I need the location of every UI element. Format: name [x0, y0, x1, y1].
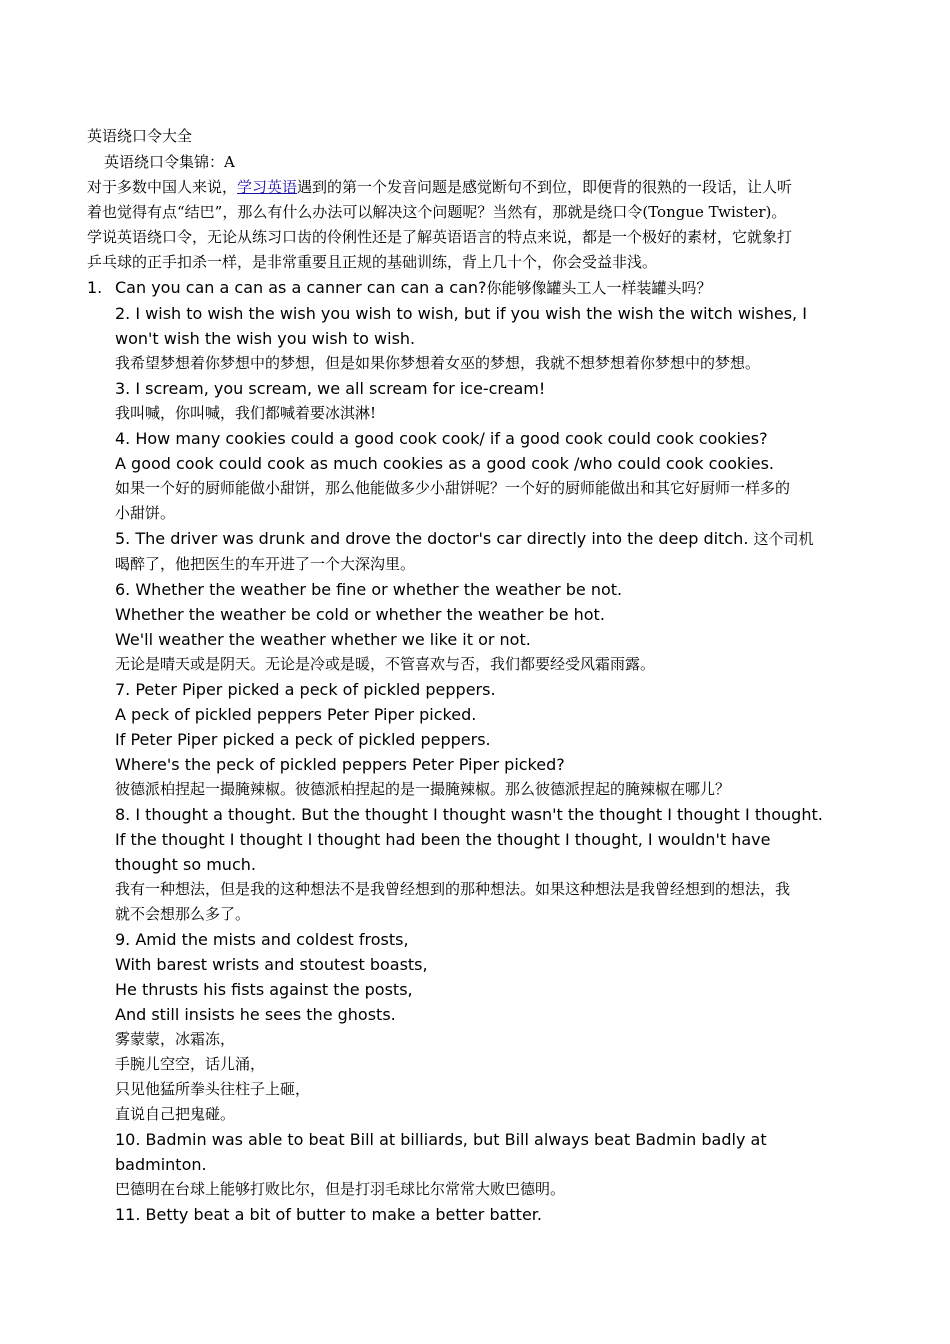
twister-line: If Peter Piper picked a peck of pickled peppers.: [115, 730, 491, 749]
translation-line: 手腕儿空空，话儿涌，: [115, 1055, 266, 1073]
item-english: 5. The driver was drunk and drove the doctor's car directly into the deep ditch.: [115, 529, 754, 548]
translation-line: 就不会想那么多了。: [115, 905, 251, 923]
list-item-translation: 喝醉了，他把医生的车开进了一个大深沟里。: [115, 555, 416, 573]
translation-line: 无论是晴天或是阴天。无论是冷或是暖，不管喜欢与否，我们都要经受风霜雨露。: [115, 655, 656, 673]
twister-line: 10. Badmin was able to beat Bill at billiards, but Bill always beat Badmin badly at: [115, 1130, 767, 1149]
intro-text: 对于多数中国人来说，: [87, 178, 238, 196]
intro-line-3: 学说英语绕口令，无论从练习口齿的伶俐性还是了解英语语言的特点来说，都是一个极好的素材，它就象打: [87, 228, 793, 246]
translation-line: 我叫喊，你叫喊，我们都喊着要冰淇淋!: [115, 404, 377, 422]
twister-line: 7. Peter Piper picked a peck of pickled peppers.: [115, 680, 496, 699]
translation-line: 我希望梦想着你梦想中的梦想，但是如果你梦想着女巫的梦想，我就不想梦想着你梦想中的梦想。: [115, 354, 761, 372]
twister-line: 11. Betty beat a bit of butter to make a better batter.: [115, 1205, 542, 1224]
twister-line: Where's the peck of pickled peppers Peter Piper picked?: [115, 755, 565, 774]
learn-english-link[interactable]: 学习英语: [237, 178, 298, 196]
item-english: Can you can a can as a canner can can a can?: [115, 278, 487, 297]
list-item: [87, 275, 867, 301]
twister-line: Whether the weather be cold or whether the weather be hot.: [115, 605, 605, 624]
translation-line: 彼德派柏捏起一撮腌辣椒。彼德派柏捏起的是一撮腌辣椒。那么彼德派捏起的腌辣椒在哪儿？: [115, 780, 731, 798]
twister-line: He thrusts his fists against the posts,: [115, 980, 413, 999]
item-number: 1.: [87, 278, 103, 297]
twister-line: 3. I scream, you scream, we all scream for ice-cream!: [115, 379, 546, 398]
translation-line: 小甜饼。: [115, 504, 176, 522]
item-chinese: 这个司机: [753, 530, 814, 548]
twister-line: thought so much.: [115, 855, 256, 874]
translation-line: 如果一个好的厨师能做小甜饼，那么他能做多少小甜饼呢？一个好的厨师能做出和其它好厨师一样多的: [115, 479, 791, 497]
twister-line: 2. I wish to wish the wish you wish to wish, but if you wish the wish the witch wishes, I: [115, 304, 807, 323]
item-chinese: 你能够像罐头工人一样装罐头吗？: [486, 279, 712, 297]
subtitle-label: 英语绕口令集锦：A: [104, 153, 235, 171]
twister-line: won't wish the wish you wish to wish.: [115, 329, 416, 348]
translation-line: 直说自己把鬼碰。: [115, 1105, 236, 1123]
twister-line: 4. How many cookies could a good cook cook/ if a good cook could cook cookies?: [115, 429, 768, 448]
intro-line-1: [87, 175, 867, 200]
translation-line: 雾蒙蒙，冰霜冻，: [115, 1030, 236, 1048]
translation-line: 只见他猛所拳头往柱子上砸，: [115, 1080, 311, 1098]
twister-line: We'll weather the weather whether we like it or not.: [115, 630, 531, 649]
translation-line: 我有一种想法，但是我的这种想法不是我曾经想到的那种想法。如果这种想法是我曾经想到的想法，我: [115, 880, 791, 898]
translation-line: 巴德明在台球上能够打败比尔，但是打羽毛球比尔常常大败巴德明。: [115, 1180, 566, 1198]
twister-line: 9. Amid the mists and coldest frosts,: [115, 930, 409, 949]
intro-line-2: 着也觉得有点“结巴”，那么有什么办法可以解决这个问题呢？当然有，那就是绕口令(Tongue Twister)。: [87, 203, 787, 221]
list-item: [87, 526, 867, 552]
document-subtitle: [87, 149, 867, 175]
twister-line: 6. Whether the weather be fine or whether the weather be not.: [115, 580, 623, 599]
twister-line: badminton.: [115, 1155, 207, 1174]
twister-line: And still insists he sees the ghosts.: [115, 1005, 396, 1024]
document-body: [87, 124, 867, 1227]
twister-line: 8. I thought a thought. But the thought I thought wasn't the thought I thought I thought.: [115, 805, 823, 824]
intro-text: 遇到的第一个发音问题是感觉断句不到位，即便背的很熟的一段话，让人听: [297, 178, 793, 196]
twister-line: A peck of pickled peppers Peter Piper picked.: [115, 705, 477, 724]
intro-line-4: 乒乓球的正手扣杀一样，是非常重要且正规的基础训练，背上几十个，你会受益非浅。: [87, 253, 658, 271]
twister-line: A good cook could cook as much cookies as a good cook /who could cook cookies.: [115, 454, 775, 473]
twister-line: With barest wrists and stoutest boasts,: [115, 955, 428, 974]
document-title: 英语绕口令大全: [87, 127, 193, 145]
twister-line: If the thought I thought I thought had been the thought I thought, I wouldn't have: [115, 830, 771, 849]
